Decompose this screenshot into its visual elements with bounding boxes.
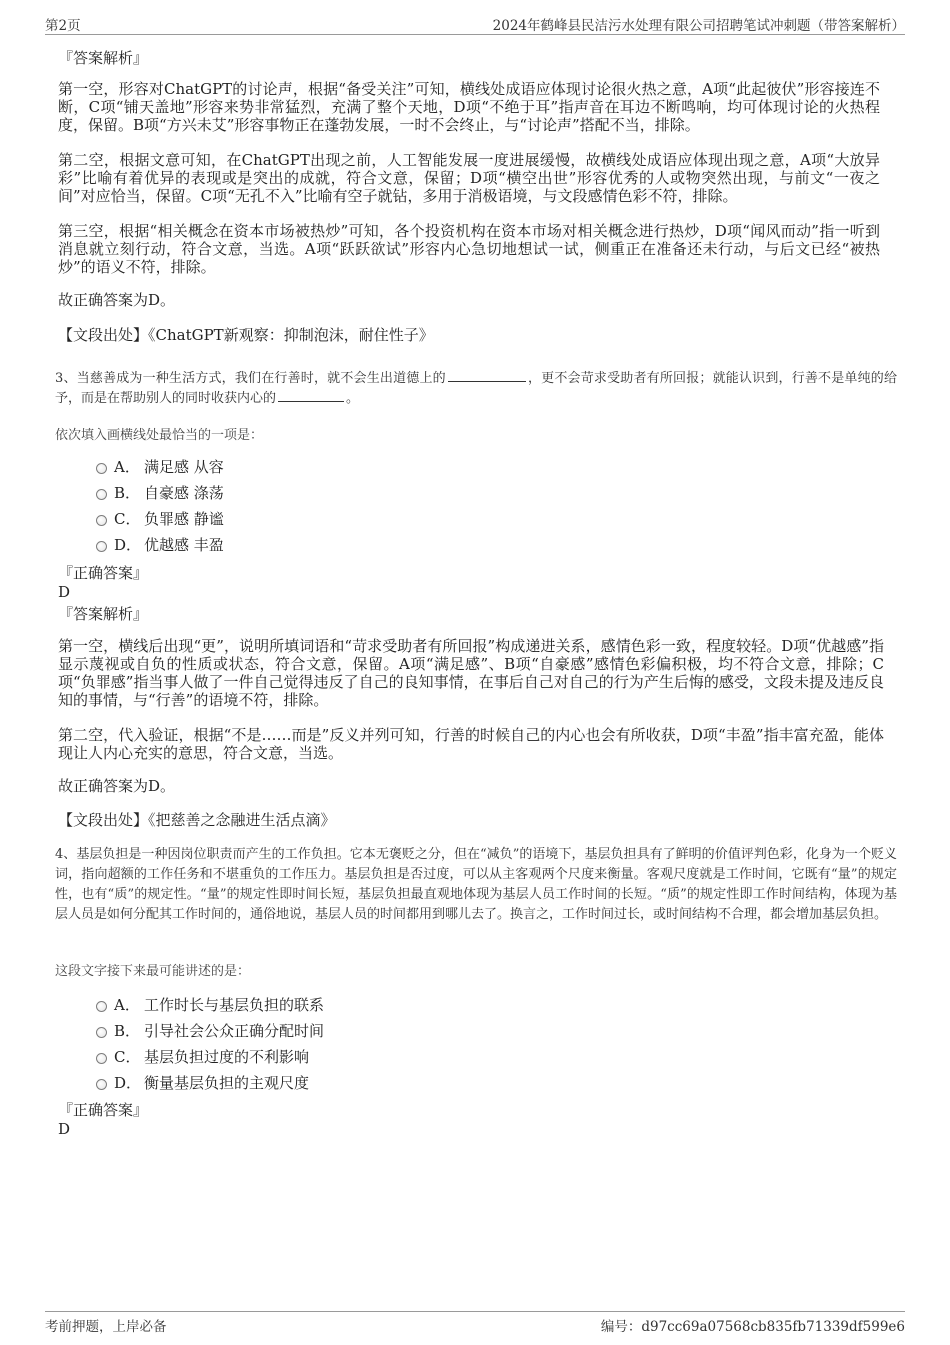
option-text: 引导社会公众正确分配时间: [144, 1022, 325, 1040]
option-text: 满足感 从容: [144, 458, 224, 476]
q2-source: 【文段出处】《ChatGPT新观察：抑制泡沫，耐住性子》: [58, 326, 434, 344]
q2-analysis-paragraph-3: 第三空，根据“相关概念在资本市场被热炒”可知，各个投资机构在资本市场对相关概念进行热炒，D项“闻风而动”指一听到消息就立刻行动，符合文意，当选。A项“跃跃欲试”形容内心急切地想试一试，侧重正在准备还未行动，与后文已经“被热炒”的语义不符，排除。: [58, 222, 880, 276]
option-key: A．: [114, 996, 140, 1014]
q3-conclusion: 故正确答案为D。: [58, 777, 176, 795]
page-footer: [45, 1315, 905, 1335]
page-number: 第2页: [45, 18, 81, 34]
q4-answer-label: 『正确答案』: [58, 1101, 149, 1119]
radio-button-icon[interactable]: [96, 1053, 107, 1064]
radio-button-icon[interactable]: [96, 489, 107, 500]
option-key: B．: [114, 484, 141, 502]
q2-analysis-paragraph-1: 第一空，形容对ChatGPT的讨论声，根据“备受关注”可知，横线处成语应体现讨论很火热之意，A项“此起彼伏”形容接连不断，C项“铺天盖地”形容来势非常猛烈，充满了整个天地，D项“不绝于耳”指声音在耳边不断鸣响，均可体现讨论的火热程度，保留。B项“方兴未艾”形容事物正在蓬勃发展，一时不会终止，与“讨论声”搭配不当，排除。: [58, 80, 880, 134]
radio-button-icon[interactable]: [96, 1079, 107, 1090]
q3-stem-part-3: 。: [346, 391, 360, 406]
radio-button-icon[interactable]: [96, 541, 107, 552]
q2-conclusion: 故正确答案为D。: [58, 291, 176, 309]
q3-answer-label: 『正确答案』: [58, 564, 149, 582]
option-text: 自豪感 涤荡: [144, 484, 224, 502]
option-key: B．: [114, 1022, 141, 1040]
option-text: 负罪感 静谧: [144, 510, 224, 528]
footer-divider: [45, 1311, 905, 1312]
q3-analysis-paragraph-1: 第一空，横线后出现“更”，说明所填词语和“苛求受助者有所回报”构成递进关系，感情色彩一致，程度较轻。D项“优越感”指显示蔑视或自负的性质或状态，符合文意，保留。A项“满足感”、B项“自豪感”感情色彩偏积极，均不符合文意，排除；C项“负罪感”指当事人做了一件自己觉得违反了自己的良知事情，在事后自己对自己的行为产生后悔的感受，文段未提及违反良知的事情，与“行善”的语境不符，排除。: [58, 637, 884, 709]
q4-stem: 4、基层负担是一种因岗位职责而产生的工作负担。它本无褒贬之分，但在“减负”的语境下，基层负担具有了鲜明的价值评判色彩，化身为一个贬义词，指向超额的工作任务和不堪重负的工作压力。基层负担是否过度，可以从主客观两个尺度来衡量。客观尺度就是工作时间，它既有“量”的规定性，也有“质”的规定性。“量”的规定性即时间长短，基层负担最直观地体现为基层人员工作时间的长短。“质”的规定性即工作时间结构，体现为基层人员是如何分配其工作时间的，通俗地说，基层人员的时间都用到哪儿去了。换言之，工作时间过长，或时间结构不合理，都会增加基层负担。: [55, 847, 897, 922]
q3-blank-1: [448, 369, 526, 382]
document-code: 编号：d97cc69a07568cb835fb71339df599e6: [600, 1319, 905, 1335]
q3-question: 依次填入画横线处最恰当的一项是：: [55, 428, 264, 443]
option-key: C．: [114, 1048, 141, 1066]
option-key: A．: [114, 458, 140, 476]
option-key: D．: [114, 536, 142, 554]
option-key: D．: [114, 1074, 142, 1092]
radio-button-icon[interactable]: [96, 1027, 107, 1038]
q3-stem: [55, 369, 897, 409]
q4-answer: D: [58, 1120, 71, 1138]
q3-analysis-label: 『答案解析』: [58, 605, 149, 623]
radio-button-icon[interactable]: [96, 463, 107, 474]
document-title: 2024年鹤峰县民洁污水处理有限公司招聘笔试冲刺题（带答案解析）: [492, 18, 905, 34]
q2-analysis-paragraph-2: 第二空，根据文意可知，在ChatGPT出现之前，人工智能发展一度进展缓慢，故横线处成语应体现出现之意，A项“大放异彩”比喻有着优异的表现或是突出的成就，符合文意，保留；D项“横空出世”形容优秀的人或物突然出现，与前文“一夜之间”对应恰当，保留。C项“无孔不入”比喻有空子就钻，多用于消极语境，与文段感情色彩不符，排除。: [58, 151, 880, 205]
q3-stem-part-1: 3、当慈善成为一种生活方式，我们在行善时，就不会生出道德上的: [55, 371, 446, 386]
header-divider: [45, 34, 905, 35]
q2-analysis-label: 『答案解析』: [58, 49, 149, 67]
option-text: 优越感 丰盈: [144, 536, 224, 554]
option-text: 工作时长与基层负担的联系: [144, 996, 325, 1014]
option-key: C．: [114, 510, 141, 528]
q3-stem-part-2: ，更不会苛求受助者有所回报；就能认识到，行善不是单纯的给予，而是在帮助别人的同时收获内心的: [55, 371, 897, 406]
q3-answer: D: [58, 583, 71, 601]
option-text: 衡量基层负担的主观尺度: [144, 1074, 310, 1092]
q3-source: 【文段出处】《把慈善之念融进生活点滴》: [58, 811, 336, 829]
page-header: [45, 14, 905, 34]
q3-blank-2: [278, 389, 344, 402]
q3-analysis-paragraph-2: 第二空，代入验证，根据“不是……而是”反义并列可知，行善的时候自己的内心也会有所收获，D项“丰盈”指丰富充盈，能体现让人内心充实的意思，符合文意，当选。: [58, 726, 884, 762]
q4-question: 这段文字接下来最可能讲述的是：: [55, 964, 251, 979]
option-text: 基层负担过度的不利影响: [144, 1048, 310, 1066]
radio-button-icon[interactable]: [96, 515, 107, 526]
radio-button-icon[interactable]: [96, 1001, 107, 1012]
footer-slogan: 考前押题，上岸必备: [45, 1319, 167, 1335]
